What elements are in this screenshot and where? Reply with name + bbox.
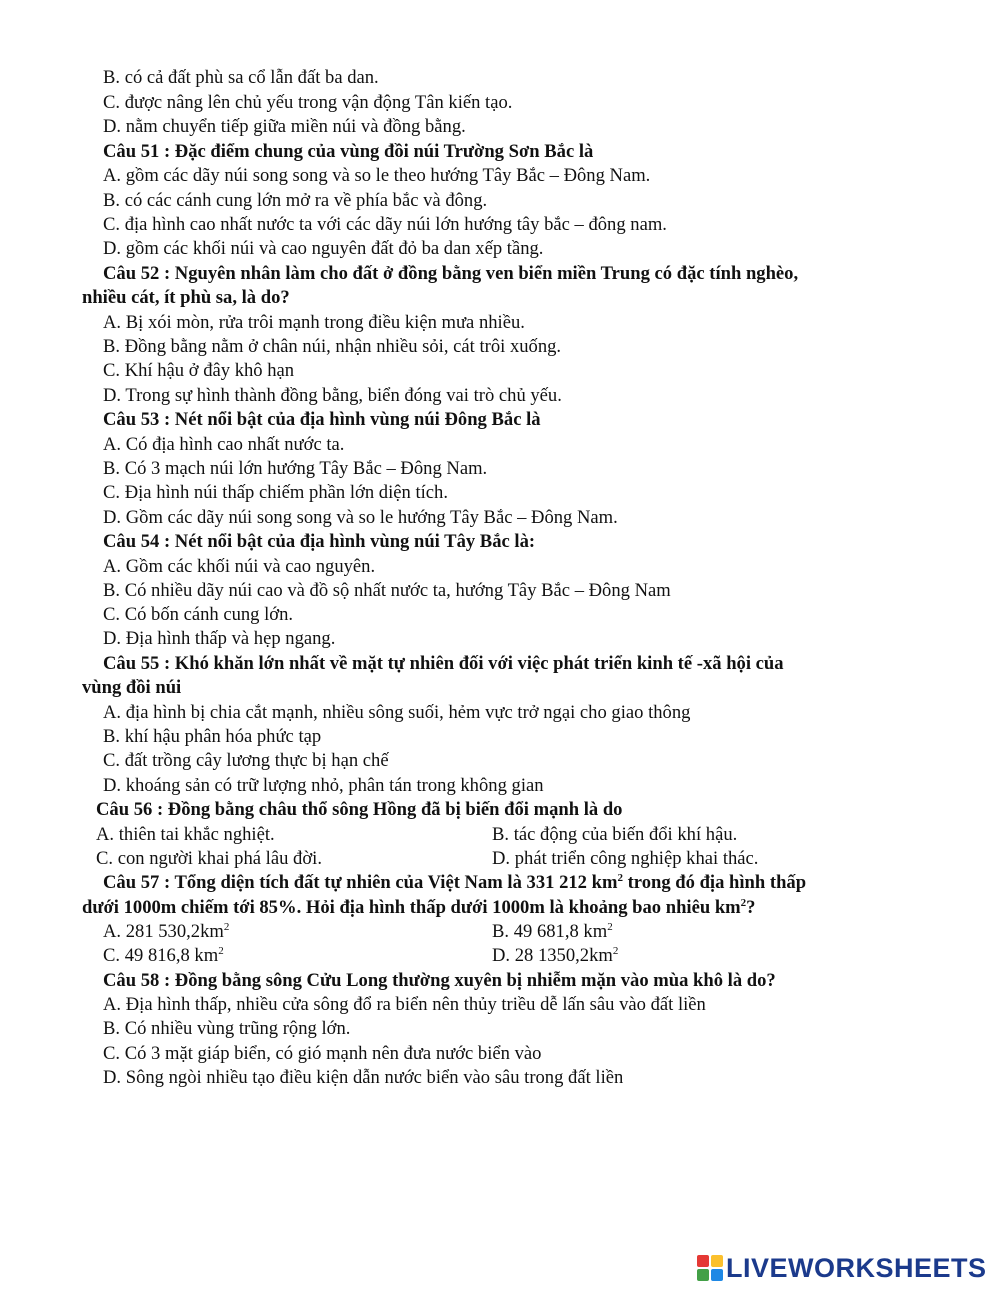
q57-text-1a: Câu 57 : Tổng diện tích đất tự nhiên của Việt Nam là 331 212 km bbox=[103, 872, 618, 893]
liveworksheets-watermark bbox=[697, 1252, 987, 1284]
q57-text-2b: ? bbox=[746, 897, 756, 918]
prev-option-c: C. được nâng lên chủ yếu trong vận động Tân kiến tạo. bbox=[103, 92, 513, 113]
q54-option-d: D. Địa hình thấp và hẹp ngang. bbox=[103, 628, 336, 649]
prev-option-b: B. có cả đất phù sa cổ lẫn đất ba dan. bbox=[103, 67, 379, 88]
q57-option-a bbox=[103, 920, 229, 944]
q56-option-b: B. tác động của biến đổi khí hậu. bbox=[492, 824, 738, 845]
question-52: Câu 52 : Nguyên nhân làm cho đất ở đồng bằng ven biển miền Trung có đặc tính nghèo, bbox=[103, 263, 799, 284]
q55-option-d: D. khoáng sản có trữ lượng nhỏ, phân tán trong không gian bbox=[103, 775, 544, 796]
question-57 bbox=[103, 871, 806, 895]
q53-option-b: B. Có 3 mạch núi lớn hướng Tây Bắc – Đông Nam. bbox=[103, 458, 488, 479]
question-53: Câu 53 : Nét nổi bật của địa hình vùng núi Đông Bắc là bbox=[103, 409, 541, 430]
q54-option-c: C. Có bốn cánh cung lớn. bbox=[103, 604, 294, 625]
q57-option-a-text: A. 281 530,2km bbox=[103, 921, 224, 942]
question-55: Câu 55 : Khó khăn lớn nhất về mặt tự nhiên đối với việc phát triển kinh tế -xã hội của bbox=[103, 653, 784, 674]
q55-option-b: B. khí hậu phân hóa phức tạp bbox=[103, 726, 322, 747]
question-56: Câu 56 : Đồng bằng châu thổ sông Hồng đã bị biến đổi mạnh là do bbox=[96, 799, 623, 820]
prev-option-d: D. nằm chuyển tiếp giữa miền núi và đồng bằng. bbox=[103, 116, 466, 137]
q57-sup-1: 2 bbox=[617, 872, 623, 884]
q55-option-c: C. đất trồng cây lương thực bị hạn chế bbox=[103, 750, 389, 771]
q58-option-d: D. Sông ngòi nhiều tạo điều kiện dẫn nước biển vào sâu trong đất liền bbox=[103, 1067, 624, 1088]
q58-option-a: A. Địa hình thấp, nhiều cửa sông đổ ra biển nên thủy triều dễ lấn sâu vào đất liền bbox=[103, 994, 706, 1015]
q52-option-d: D. Trong sự hình thành đồng bằng, biển đóng vai trò chủ yếu. bbox=[103, 385, 562, 406]
q57-option-b bbox=[492, 920, 613, 944]
question-54: Câu 54 : Nét nổi bật của địa hình vùng núi Tây Bắc là: bbox=[103, 531, 536, 552]
q51-option-b: B. có các cánh cung lớn mở ra về phía bắc và đông. bbox=[103, 190, 488, 211]
question-55-cont: vùng đồi núi bbox=[82, 677, 182, 698]
q57-option-d-sup: 2 bbox=[612, 945, 619, 957]
q53-option-a: A. Có địa hình cao nhất nước ta. bbox=[103, 434, 345, 455]
q56-option-c: C. con người khai phá lâu đời. bbox=[96, 848, 322, 869]
q58-option-c: C. Có 3 mặt giáp biển, có gió mạnh nên đưa nước biển vào bbox=[103, 1043, 542, 1064]
q52-option-c: C. Khí hậu ở đây khô hạn bbox=[103, 360, 295, 381]
q54-option-a: A. Gồm các khối núi và cao nguyên. bbox=[103, 556, 376, 577]
q51-option-c: C. địa hình cao nhất nước ta với các dãy núi lớn hướng tây bắc – đông nam. bbox=[103, 214, 667, 235]
question-57-cont bbox=[82, 896, 755, 920]
q57-option-d bbox=[492, 944, 618, 968]
q55-option-a: A. địa hình bị chia cắt mạnh, nhiều sông suối, hẻm vực trở ngại cho giao thông bbox=[103, 702, 691, 723]
q54-option-b: B. Có nhiều dãy núi cao và đồ sộ nhất nước ta, hướng Tây Bắc – Đông Nam bbox=[103, 580, 671, 601]
question-51: Câu 51 : Đặc điểm chung của vùng đồi núi Trường Sơn Bắc là bbox=[103, 141, 594, 162]
q52-option-b: B. Đồng bằng nằm ở chân núi, nhận nhiều sỏi, cát trôi xuống. bbox=[103, 336, 562, 357]
q57-option-d-text: D. 28 1350,2km bbox=[492, 945, 613, 966]
question-52-cont: nhiều cát, ít phù sa, là do? bbox=[82, 287, 290, 308]
q56-option-a: A. thiên tai khắc nghiệt. bbox=[96, 824, 275, 845]
q57-text-1b: trong đó địa hình thấp bbox=[627, 872, 807, 893]
q51-option-d: D. gồm các khối núi và cao nguyên đất đỏ ba dan xếp tầng. bbox=[103, 238, 544, 259]
liveworksheets-logo-text: LIVEWORKSHEETS bbox=[726, 1253, 987, 1283]
q57-text-2a: dưới 1000m chiếm tới 85%. Hỏi địa hình thấp dưới 1000m là khoảng bao nhiêu km bbox=[82, 897, 741, 918]
q57-option-b-text: B. 49 681,8 km bbox=[492, 921, 608, 942]
liveworksheets-logo-icon bbox=[697, 1255, 723, 1281]
q57-option-c-sup: 2 bbox=[218, 945, 224, 957]
q57-option-a-sup: 2 bbox=[223, 921, 230, 933]
question-58: Câu 58 : Đồng bằng sông Cửu Long thường xuyên bị nhiễm mặn vào mùa khô là do? bbox=[103, 970, 776, 991]
q51-option-a: A. gồm các dãy núi song song và so le theo hướng Tây Bắc – Đông Nam. bbox=[103, 165, 651, 186]
q58-option-b: B. Có nhiều vùng trũng rộng lớn. bbox=[103, 1018, 351, 1039]
q53-option-d: D. Gồm các dãy núi song song và so le hướng Tây Bắc – Đông Nam. bbox=[103, 507, 618, 528]
q57-option-b-sup: 2 bbox=[607, 921, 613, 933]
q56-option-d: D. phát triển công nghiệp khai thác. bbox=[492, 848, 759, 869]
q57-sup-2: 2 bbox=[740, 897, 747, 909]
q57-option-c-text: C. 49 816,8 km bbox=[103, 945, 219, 966]
q52-option-a: A. Bị xói mòn, rửa trôi mạnh trong điều kiện mưa nhiều. bbox=[103, 312, 525, 333]
q53-option-c: C. Địa hình núi thấp chiếm phần lớn diện tích. bbox=[103, 482, 448, 503]
q57-option-c bbox=[103, 944, 224, 968]
